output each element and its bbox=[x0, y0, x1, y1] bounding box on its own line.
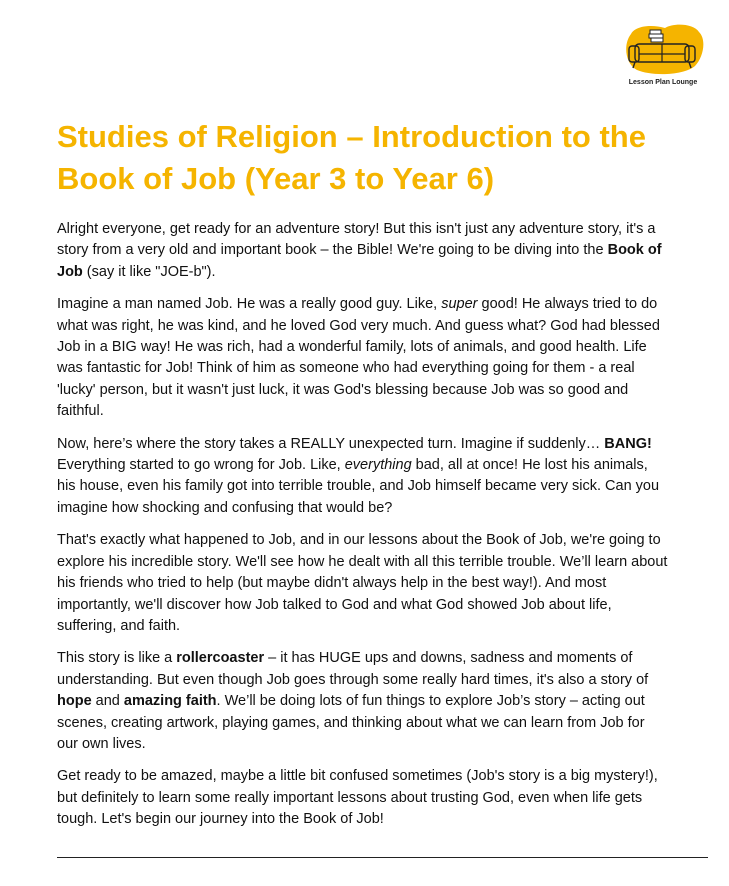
footer-divider bbox=[57, 857, 708, 858]
sofa-logo-icon bbox=[621, 24, 705, 76]
page-title: Studies of Religion – Introduction to the Book of Job (Year 3 to Year 6) bbox=[57, 119, 646, 196]
paragraph-lessons: That's exactly what happened to Job, and in our lessons about the Book of Job, we're going to explore his incredible story. We'll see how he dealt with all this terrible trouble. We’ll learn about his friends who tried to help (but maybe didn't always help in the best way!). And most importantly, we'll discover how Job talked to God and what God showed Job about life, suffering, and faith. bbox=[57, 532, 668, 634]
logo-wordmark: Lesson Plan Lounge bbox=[628, 79, 698, 86]
paragraph-who-was-job: Imagine a man named Job. He was a really good guy. Like, super good! He always tried to do what was right, he was kind, and he loved God very much. And guess what? God had blessed Job in a BIG way! He was rich, had a wonderful family, lots of animals, and good health. Life was fantastic for Job! Think of him as someone who had everything going for them - a real 'lucky' person, but it wasn't just luck, it was God's blessing because Job was so good and faithful. bbox=[57, 296, 660, 420]
paragraph-intro: Alright everyone, get ready for an adventure story! But this isn't just any adventure story, it's a story from a very old and important book – the Bible! We're going to be diving into the Book of Job (say it like "JOE-b"). bbox=[57, 221, 662, 280]
paragraph-rollercoaster: This story is like a rollercoaster – it has HUGE ups and downs, sadness and moments of understanding. But even though Job goes through some really hard times, it's also a story of hope and amazing faith. We’ll be doing lots of fun things to explore Job’s story – acting out scenes, creating artwork, playing games, and thinking about what we can learn from Job for our own lives. bbox=[57, 650, 649, 752]
paragraph-unexpected-turn: Now, here’s where the story takes a REALLY unexpected turn. Imagine if suddenly… BANG! Everything started to go wrong for Job. Like, everything bad, all at once! He lost his animals, his house, even his family got into terrible trouble, and Job himself became very sick. Can you imagine how shocking and confusing that would be? bbox=[57, 435, 660, 516]
body-text bbox=[57, 219, 669, 842]
lesson-plan-lounge-logo bbox=[617, 24, 709, 90]
paragraph-get-ready: Get ready to be amazed, maybe a little bit confused sometimes (Job's story is a big mystery!), but definitely to learn some really important lessons about trusting God, even when life gets tough. Let's begin our journey into the Book of Job! bbox=[57, 768, 658, 828]
